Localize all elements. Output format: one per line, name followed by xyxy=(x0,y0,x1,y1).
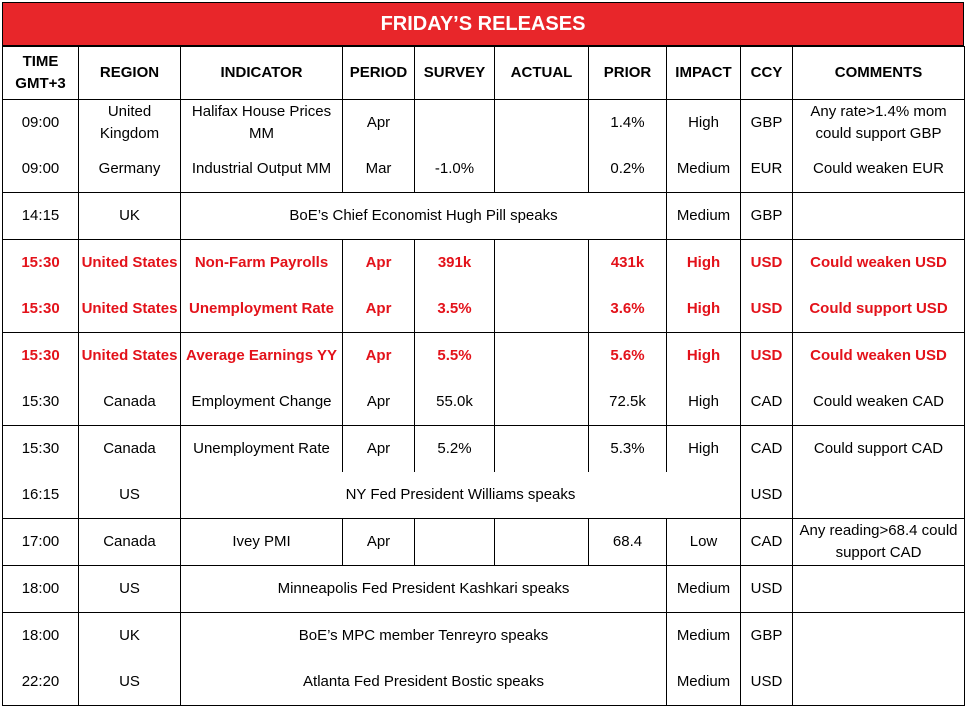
period-cell: Apr xyxy=(343,240,415,287)
header-comments: COMMENTS xyxy=(793,47,965,100)
indicator-cell: Unemployment Rate xyxy=(181,286,343,333)
time-cell: 15:30 xyxy=(3,286,79,333)
comments-cell: Could support USD xyxy=(793,286,965,333)
impact-cell: Medium xyxy=(667,659,741,706)
ccy-cell: USD xyxy=(741,472,793,519)
table-row xyxy=(3,566,965,613)
event-cell: BoE’s Chief Economist Hugh Pill speaks xyxy=(181,193,667,240)
time-cell: 17:00 xyxy=(3,519,79,566)
table-row xyxy=(3,426,965,473)
survey-cell: 55.0k xyxy=(415,379,495,426)
period-cell: Mar xyxy=(343,146,415,193)
prior-cell: 431k xyxy=(589,240,667,287)
ccy-cell: USD xyxy=(741,286,793,333)
comments-cell: Could weaken EUR xyxy=(793,146,965,193)
prior-cell: 72.5k xyxy=(589,379,667,426)
impact-cell: Medium xyxy=(667,566,741,613)
table-row xyxy=(3,613,965,660)
ccy-cell: GBP xyxy=(741,100,793,147)
table-row xyxy=(3,146,965,193)
ccy-cell: GBP xyxy=(741,193,793,240)
region-cell: Canada xyxy=(79,519,181,566)
table-row xyxy=(3,519,965,566)
impact-cell: Medium xyxy=(667,146,741,193)
actual-cell xyxy=(495,146,589,193)
time-cell: 09:00 xyxy=(3,146,79,193)
impact-cell: High xyxy=(667,240,741,287)
impact-cell: Low xyxy=(667,519,741,566)
region-cell: US xyxy=(79,659,181,706)
indicator-cell: Ivey PMI xyxy=(181,519,343,566)
comments-cell xyxy=(793,566,965,613)
header-period: PERIOD xyxy=(343,47,415,100)
header-time: TIME GMT+3 xyxy=(3,47,79,100)
comments-cell: Any reading>68.4 could support CAD xyxy=(793,519,965,566)
time-cell: 15:30 xyxy=(3,333,79,380)
indicator-cell: Industrial Output MM xyxy=(181,146,343,193)
table-row xyxy=(3,379,965,426)
comments-cell xyxy=(793,613,965,660)
actual-cell xyxy=(495,379,589,426)
time-cell: 14:15 xyxy=(3,193,79,240)
region-cell: US xyxy=(79,566,181,613)
survey-cell: 5.2% xyxy=(415,426,495,473)
time-cell: 15:30 xyxy=(3,379,79,426)
region-cell: United States xyxy=(79,333,181,380)
header-ccy: CCY xyxy=(741,47,793,100)
period-cell: Apr xyxy=(343,426,415,473)
region-cell: United Kingdom xyxy=(79,100,181,147)
time-cell: 18:00 xyxy=(3,566,79,613)
table-row xyxy=(3,333,965,380)
event-cell: Atlanta Fed President Bostic speaks xyxy=(181,659,667,706)
table-row xyxy=(3,240,965,287)
survey-cell: 391k xyxy=(415,240,495,287)
event-cell: BoE’s MPC member Tenreyro speaks xyxy=(181,613,667,660)
ccy-cell: GBP xyxy=(741,613,793,660)
prior-cell: 3.6% xyxy=(589,286,667,333)
prior-cell: 0.2% xyxy=(589,146,667,193)
time-cell: 15:30 xyxy=(3,240,79,287)
actual-cell xyxy=(495,240,589,287)
region-cell: UK xyxy=(79,613,181,660)
survey-cell: 5.5% xyxy=(415,333,495,380)
region-cell: Germany xyxy=(79,146,181,193)
event-cell: Minneapolis Fed President Kashkari speaks xyxy=(181,566,667,613)
period-cell: Apr xyxy=(343,286,415,333)
time-cell: 09:00 xyxy=(3,100,79,147)
releases-table xyxy=(2,46,965,706)
ccy-cell: CAD xyxy=(741,519,793,566)
ccy-cell: USD xyxy=(741,659,793,706)
region-cell: Canada xyxy=(79,379,181,426)
region-cell: United States xyxy=(79,286,181,333)
ccy-cell: CAD xyxy=(741,379,793,426)
comments-cell xyxy=(793,193,965,240)
time-cell: 15:30 xyxy=(3,426,79,473)
indicator-cell: Halifax House Prices MM xyxy=(181,100,343,147)
comments-cell: Could weaken CAD xyxy=(793,379,965,426)
comments-cell xyxy=(793,472,965,519)
prior-cell: 1.4% xyxy=(589,100,667,147)
survey-cell xyxy=(415,100,495,147)
header-prior: PRIOR xyxy=(589,47,667,100)
survey-cell: 3.5% xyxy=(415,286,495,333)
period-cell: Apr xyxy=(343,379,415,426)
comments-cell: Any rate>1.4% mom could support GBP xyxy=(793,100,965,147)
table-row xyxy=(3,659,965,706)
table-row xyxy=(3,286,965,333)
releases-sheet xyxy=(2,2,966,694)
header-region: REGION xyxy=(79,47,181,100)
page-title: FRIDAY’S RELEASES xyxy=(2,2,964,46)
indicator-cell: Employment Change xyxy=(181,379,343,426)
impact-cell: Medium xyxy=(667,613,741,660)
survey-cell: -1.0% xyxy=(415,146,495,193)
ccy-cell: USD xyxy=(741,240,793,287)
header-indicator: INDICATOR xyxy=(181,47,343,100)
prior-cell: 68.4 xyxy=(589,519,667,566)
actual-cell xyxy=(495,519,589,566)
ccy-cell: EUR xyxy=(741,146,793,193)
actual-cell xyxy=(495,426,589,473)
ccy-cell: USD xyxy=(741,333,793,380)
comments-cell: Could weaken USD xyxy=(793,333,965,380)
time-cell: 16:15 xyxy=(3,472,79,519)
ccy-cell: USD xyxy=(741,566,793,613)
impact-cell: High xyxy=(667,379,741,426)
region-cell: United States xyxy=(79,240,181,287)
indicator-cell: Average Earnings YY xyxy=(181,333,343,380)
period-cell: Apr xyxy=(343,100,415,147)
indicator-cell: Unemployment Rate xyxy=(181,426,343,473)
actual-cell xyxy=(495,100,589,147)
region-cell: Canada xyxy=(79,426,181,473)
period-cell: Apr xyxy=(343,519,415,566)
actual-cell xyxy=(495,286,589,333)
comments-cell xyxy=(793,659,965,706)
header-impact: IMPACT xyxy=(667,47,741,100)
period-cell: Apr xyxy=(343,333,415,380)
impact-cell: Medium xyxy=(667,193,741,240)
impact-cell: High xyxy=(667,333,741,380)
header-row xyxy=(3,47,965,100)
time-cell: 22:20 xyxy=(3,659,79,706)
table-row xyxy=(3,193,965,240)
table-row xyxy=(3,472,965,519)
event-cell: NY Fed President Williams speaks xyxy=(181,472,741,519)
impact-cell: High xyxy=(667,286,741,333)
table-row xyxy=(3,100,965,147)
impact-cell: High xyxy=(667,100,741,147)
prior-cell: 5.3% xyxy=(589,426,667,473)
indicator-cell: Non-Farm Payrolls xyxy=(181,240,343,287)
ccy-cell: CAD xyxy=(741,426,793,473)
impact-cell: High xyxy=(667,426,741,473)
actual-cell xyxy=(495,333,589,380)
survey-cell xyxy=(415,519,495,566)
time-cell: 18:00 xyxy=(3,613,79,660)
region-cell: US xyxy=(79,472,181,519)
prior-cell: 5.6% xyxy=(589,333,667,380)
header-actual: ACTUAL xyxy=(495,47,589,100)
region-cell: UK xyxy=(79,193,181,240)
comments-cell: Could weaken USD xyxy=(793,240,965,287)
comments-cell: Could support CAD xyxy=(793,426,965,473)
header-survey: SURVEY xyxy=(415,47,495,100)
